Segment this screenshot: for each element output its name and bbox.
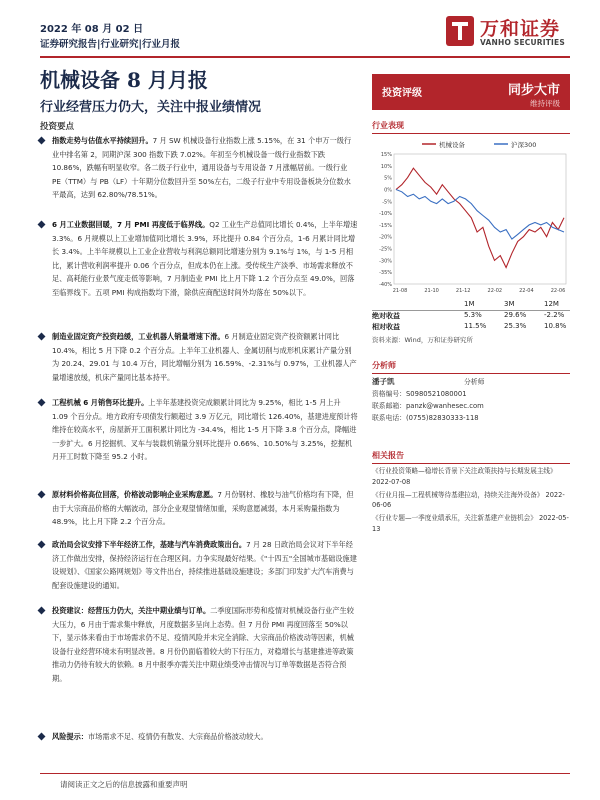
paragraph-text: 市场需求不足、疫情仍有散发、大宗商品价格波动较大。 [87,732,268,741]
paragraph-lead: 原材料价格高位回落，价格波动影响企业采购意愿。 [52,490,218,499]
document-type: 证券研究报告|行业研究|行业月报 [40,39,180,50]
x-tick-label: 22-04 [519,288,534,294]
analyst-name: 潘子凯 [372,377,395,386]
table-cell: 29.6% [504,311,527,319]
series-line-2 [396,190,564,240]
table-header-cell: 1M [464,300,475,308]
table-cell: 绝对收益 [372,312,400,320]
paragraph-lead: 指数走势与估值水平持续回升。 [52,136,153,145]
paragraph [40,330,358,384]
chart-legend [422,140,536,149]
logo-text-en: VANHO SECURITIES [480,38,565,47]
report-date: 2022 年 08 月 02 日 [40,24,144,35]
y-tick-label: 0% [384,187,392,194]
rating-value: 同步大市 [507,83,560,98]
table-cell: 相对收益 [372,323,400,331]
table-cell: 25.3% [504,322,527,330]
analyst-phone: 联系电话：(0755)82830333-118 [372,414,479,422]
y-tick-label: -15% [379,222,392,229]
paragraph [40,488,358,529]
rating-sub: 维持评级 [530,99,560,108]
paragraph-lead: 政治局会议安排下半年经济工作，基建与汽车消费政策出台。 [52,540,247,549]
paragraph-text: 7 月 SW 机械设备行业指数上涨 5.15%，在 31 个申万一级行业中排名第 2，同期沪深 300 指数下跌 7.02%。年初至今机械设备一级行业指数下跌 10.86%，跌幅有明显收窄。各二级子行业中，通用设备与专用设备 7 月涨幅居前。一级行业 PE（TTM）与 PB（LF）十年期分位数回升至 50%左右，二级子行业中专用设备板块分位数水平最高，达到 62.80%/78.51%。 [52,136,352,200]
performance-chart-svg [372,136,570,296]
paragraph-text: 7 月份钢材、橡胶与油气价格均有下降，但由于大宗商品价格的大幅波动，部分企业观望情绪加重，采购意愿减弱，本月采购量指数为 48.9%，比上月下降 2.2 个百分点。 [52,490,354,527]
y-tick-label: -30% [379,258,392,265]
footer-disclaimer: 请阅读正文之后的信息披露和重要声明 [60,780,188,789]
paragraph-lead: 6 月工业数据回暖，7 月 PMI 再度低于临界线。 [52,220,210,229]
table-cell: 10.8% [544,322,567,330]
logo-mark-icon [446,16,474,46]
paragraph-text: 上半年基建投资完成额累计同比为 9.25%，相比 1-5 月上升 1.09 个百分点。地方政府专项债发行额超过 3.9 万亿元，同比增长 126.40%，基建进度预计将维持在较高水平，房屋新开工面积累计同比为 -34.4%，相比 1-5 月下降 3.8 个百分点，降幅进一步扩大。6 月挖掘机、叉车与装载机销量分别环比提升 0.66%、10.50%与 3.25%，挖掘机月开工时数下降至 95.2 小时。 [52,398,358,462]
performance-chart [372,136,570,296]
chart-source: 资料来源：Wind，万和证券研究所 [372,336,473,344]
related-heading: 相关报告 [372,450,570,464]
related-report-link[interactable]: 《行业月报—工程机械等待基建拉动，持续关注海外设备》 2022-06-06 [372,490,565,510]
rating-box [372,74,570,110]
analyst-role: 分析师 [464,378,485,386]
table-header-row [372,300,570,311]
table-cell: 11.5% [464,322,487,330]
table-cell: 5.3% [464,311,482,319]
paragraph-lead: 制造业固定资产投资趋缓，工业机器人销量增速下滑。 [52,332,225,341]
x-tick-label: 21-12 [455,288,471,294]
paragraph-text: 7 月 28 日政治局会议对下半年经济工作做出安排，保持经济运行在合理区间。力争实现最好结果。《"十四五"全国城市基础设施建设规划》、《国家公路网规划》等文件出台，持续推进基础设施建设；多部门印发扩大汽车消费与配套设施建设的通知。 [52,540,357,590]
table-header-cell: 12M [544,300,559,308]
y-tick-label: -35% [379,270,392,277]
report-title: 机械设备 8 月月报 [40,68,208,92]
paragraph-text: 6 月制造业固定资产投资额累计同比 10.4%，相比 5 月下降 0.2 个百分点。上半年工业机器人、金属切削与成形机床累计产量分别为 20.24、29.01 与 10.4 万台，同比增幅分别为 16.59%、-2.31%与 0.97%，工业机器人产量增速放缓，机床产量同比基本持平。 [52,332,357,382]
paragraph [40,218,358,300]
y-tick-label: 10% [380,163,392,170]
analyst-heading: 分析师 [372,360,570,374]
performance-table [372,300,570,344]
related-report-link[interactable]: 《行业投资策略—稳增长背景下关注政策扶持与长期发展主线》 2022-07-08 [372,467,557,486]
paragraph-text: 二季度国际形势和疫情对机械设备行业产生较大压力，6 月由于需求集中释放，月度数据多呈向上态势。但 7 月份 PMI 再度回落至 50%以下，显示体来看由于市场需求仍不足、疫情风险并未完全消除、大宗商品价格波动等因素，机械设备行业经营环境未有明显改善。8 月份仍面临着较大的下行压力，对稳增长与基建推进等政策推动力仍待有较大的依赖。8 月中报季亦需关注中期业绩受冲击情况与订单等数据是否符合预期。 [52,606,354,683]
table-header-cell: 3M [504,300,515,308]
x-tick-label: 22-06 [550,288,566,294]
plot-frame [394,154,566,284]
paragraph [40,396,358,464]
series-line-1 [396,168,564,267]
paragraph-lead: 投资建议：经营压力仍大，关注中期业绩与订单。 [52,606,211,615]
y-tick-label: -20% [379,234,392,241]
header-divider [40,56,570,58]
analyst-block [372,376,570,424]
paragraph-lead: 工程机械 6 月销售环比提升。 [52,398,149,407]
legend-label-1: 机械设备 [439,141,465,149]
related-report-link[interactable]: 《行业专题—一季度业绩承压，关注新基建产业链机会》 2022-05-13 [372,514,569,533]
y-tick-label: -40% [379,282,392,288]
table-row [372,311,570,322]
table-cell: -2.2% [544,311,565,319]
paragraph-lead: 风险提示： [52,732,88,741]
analyst-name-line [372,376,570,388]
analyst-cert: 资格编号：S0980521080001 [372,390,467,398]
y-tick-label: 5% [384,175,392,182]
rating-label: 投资评级 [382,88,422,99]
y-tick-label: -10% [379,211,392,218]
legend-label-2: 沪深300 [511,141,537,149]
paragraph-text: Q2 工业生产总值同比增长 0.4%，上半年增速 3.3%。6 月规模以上工业增加值同比增长 3.9%，环比提升 0.84 个百分点，1-6 月累计同比增长 3.4%。上半年规模以上工业企业营收与利润总额同比增速分别为 9.1%与 1%，与 1-5 月相比，累计营收利润率提升 0.06 个百分点，但成本仍在上涨。受传统生产淡季、市场需求释放不足、高耗能行业景气度走低等影响，7 月制造业 PMI 比上月下降 1.2 个百分点至 49.0%，回落至临界线下。五项 PMI 构成指数均下滑，除供应商配送时间外均落在 50%以下。 [52,220,358,297]
report-subtitle: 行业经营压力仍大，关注中报业绩情况 [40,100,262,115]
analyst-email[interactable]: 联系邮箱：panzk@wanhesec.com [372,402,484,410]
paragraph [40,538,358,592]
footer-divider [40,773,570,774]
chart-axes [379,152,566,294]
x-tick-label: 21-08 [392,288,408,294]
related-reports [372,466,570,537]
paragraph [40,604,358,686]
x-tick-label: 22-02 [487,288,503,294]
performance-heading: 行业表现 [372,120,570,134]
paragraph [40,730,358,744]
y-tick-label: -5% [382,199,392,206]
chart-lines [396,168,564,267]
y-tick-label: -25% [379,246,392,253]
paragraph [40,134,358,202]
logo-text-cn: 万和证券 [480,18,561,40]
company-logo [446,14,570,54]
table-row [372,322,570,333]
x-tick-label: 21-10 [424,288,439,294]
summary-label: 投资要点 [40,122,75,132]
y-tick-label: 15% [380,152,392,158]
